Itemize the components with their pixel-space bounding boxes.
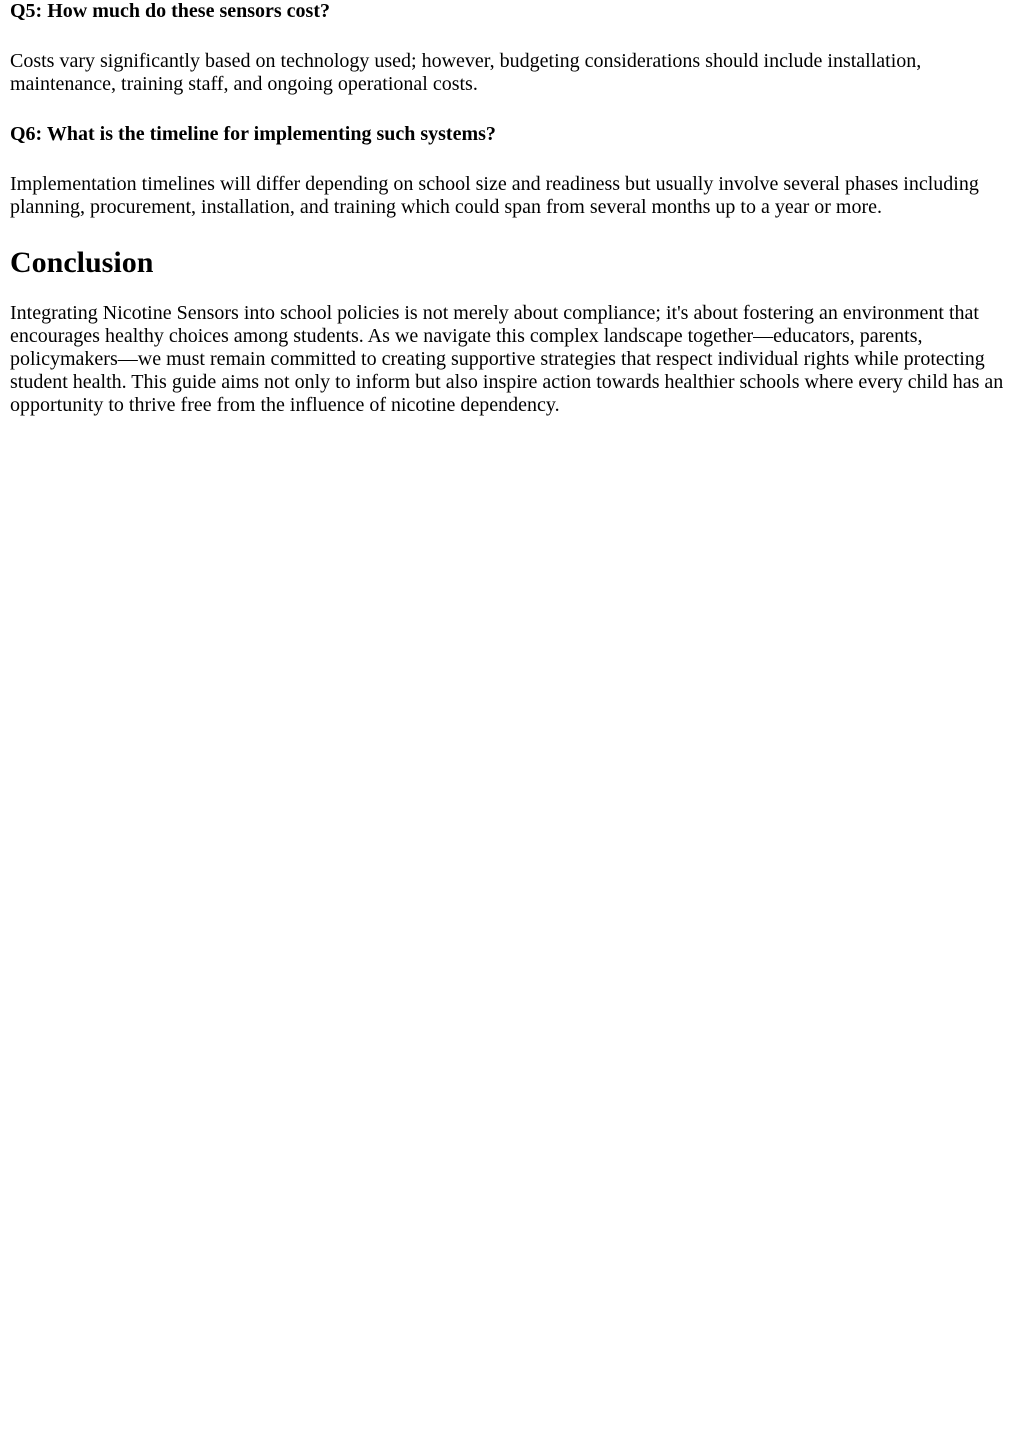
faq-question-q6: Q6: What is the timeline for implementing such systems? [10,123,496,145]
document-page [0,0,1024,417]
faq-question-q5: Q5: How much do these sensors cost? [10,0,330,22]
conclusion-heading: Conclusion [10,246,154,279]
faq-answer-q6: Implementation timelines will differ depending on school size and readiness but usually involve several phases including planning, procurement, installation, and training which could span from several months up to a year or more. [10,173,979,218]
conclusion-paragraph: Integrating Nicotine Sensors into school policies is not merely about compliance; it's about fostering an environment that encourages healthy choices among students. As we navigate this complex landscape together—educators, parents, policymakers—we must remain committed to creating supportive strategies that respect individual rights while protecting student health. This guide aims not only to inform but also inspire action towards healthier schools where every child has an opportunity to thrive free from the influence of nicotine dependency. [10,302,1004,416]
faq-answer-q5: Costs vary significantly based on technology used; however, budgeting considerations should include installation, maintenance, training staff, and ongoing operational costs. [10,50,922,95]
